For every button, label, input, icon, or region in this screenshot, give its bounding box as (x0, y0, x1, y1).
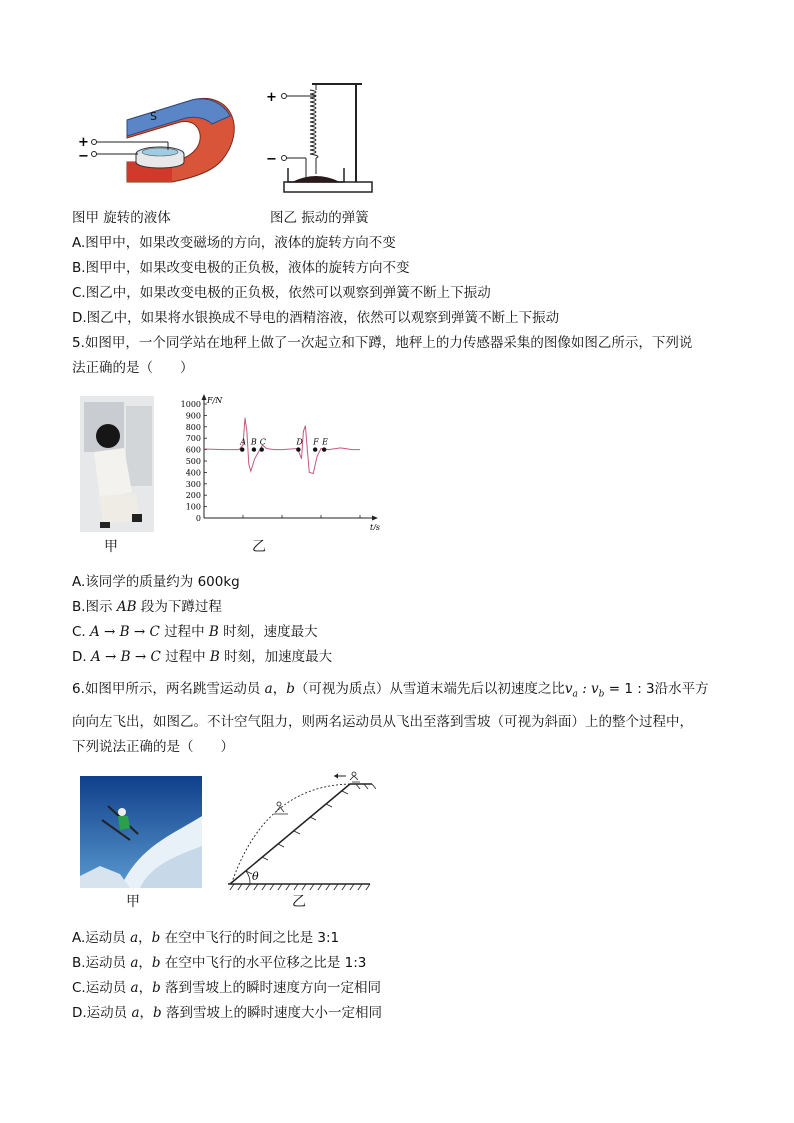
y-tick-label: 1000 (180, 400, 201, 409)
squat-photo (80, 396, 154, 532)
point-label-E: E (322, 437, 328, 447)
y-tick-label: 300 (185, 479, 201, 489)
ski-photo (80, 776, 202, 888)
q5-stem-line1: 5.如图甲，一个同学站在地秤上做了一次起立和下蹲，地秤上的力传感器采集的图像如图乙所示，下列说 (72, 335, 693, 351)
chart-axes (202, 394, 381, 530)
magnet-s-label: S (150, 110, 157, 123)
point-label-F: F (313, 437, 319, 447)
x-axis-arrow (372, 516, 378, 521)
y-tick-label: 100 (185, 502, 201, 512)
force-curve (204, 418, 360, 474)
diagram-label-yi: 乙 (292, 894, 306, 910)
q4-option-b: B.图甲中，如果改变电极的正负极，液体的旋转方向不变 (72, 260, 410, 276)
point-label-C: C (259, 437, 266, 447)
chart-label-yi: 乙 (252, 539, 266, 555)
q6-option-b: B.运动员 a，b 在空中飞行的水平位移之比是 1:3 (72, 955, 367, 971)
plus-sign: + (266, 90, 277, 105)
ski-slope-diagram (226, 770, 376, 892)
q5-option-b: B.图示 AB 段为下蹲过程 (72, 599, 222, 615)
caption-yi: 图乙 振动的弹簧 (270, 210, 369, 226)
q5-option-c: C. A → B → C 过程中 B 时刻，速度最大 (72, 624, 318, 640)
photo-label-jia: 甲 (104, 539, 118, 555)
q6-stem-line1: 6.如图甲所示，两名跳雪运动员 a，b（可视为质点）从雪道末端先后以初速度之比$v_a$ : $v_b = 1$ : 3沿水平方 (72, 681, 709, 700)
y-tick-label: 400 (185, 468, 201, 478)
plus-sign: + (78, 135, 89, 150)
y-tick-label: 0 (195, 514, 201, 523)
x-axis-label: t/s (370, 523, 381, 530)
point-label-A: A (240, 437, 247, 447)
spring-figure (262, 78, 378, 196)
chart-ticks (181, 400, 360, 523)
point-E (322, 447, 326, 451)
y-tick-label: 500 (185, 457, 201, 466)
q4-option-d: D.图乙中，如果将水银换成不导电的酒精溶液，依然可以观察到弹簧不断上下振动 (72, 310, 560, 326)
y-tick-label: 200 (185, 491, 201, 501)
point-C (260, 447, 264, 451)
q6-option-c: C.运动员 a，b 落到雪坡上的瞬时速度方向一定相同 (72, 980, 382, 996)
q6-stem-line3: 下列说法正确的是（ ） (72, 739, 234, 755)
minus-sign: − (78, 149, 89, 164)
y-tick-label: 800 (185, 422, 201, 432)
q5-option-a: A.该同学的质量约为 600kg (72, 574, 240, 590)
photo-label-jia: 甲 (126, 894, 140, 910)
point-F (313, 447, 317, 451)
point-B (252, 447, 256, 451)
force-chart (176, 394, 390, 530)
q5-stem-line2: 法正确的是（ ） (72, 360, 194, 376)
y-tick-label: 600 (185, 445, 201, 455)
q6-option-d: D.运动员 a，b 落到雪坡上的瞬时速度大小一定相同 (72, 1005, 382, 1021)
q4-option-c: C.图乙中，如果改变电极的正负极，依然可以观察到弹簧不断上下振动 (72, 285, 491, 301)
q6-stem-line2: 向向左飞出，如图乙。不计空气阻力，则两名运动员从飞出至落到雪坡（可视为斜面）上的整个过程中， (72, 714, 693, 730)
minus-sign: − (266, 152, 277, 167)
magnet-figure (72, 90, 242, 190)
y-axis-arrow (202, 394, 207, 400)
point-D (296, 447, 300, 451)
caption-jia: 图甲 旋转的液体 (72, 210, 171, 226)
point-label-B: B (250, 437, 257, 447)
q4-option-a: A.图甲中，如果改变磁场的方向，液体的旋转方向不变 (72, 235, 396, 251)
q6-option-a: A.运动员 a，b 在空中飞行的时间之比是 3:1 (72, 930, 340, 946)
q5-option-d: D. A → B → C 过程中 B 时刻，加速度最大 (72, 649, 333, 665)
point-A (240, 447, 244, 451)
point-label-D: D (296, 437, 303, 447)
y-tick-label: 700 (185, 434, 201, 444)
y-tick-label: 900 (185, 411, 201, 421)
y-axis-label: F/N (207, 396, 223, 405)
theta-label: θ (252, 870, 259, 883)
